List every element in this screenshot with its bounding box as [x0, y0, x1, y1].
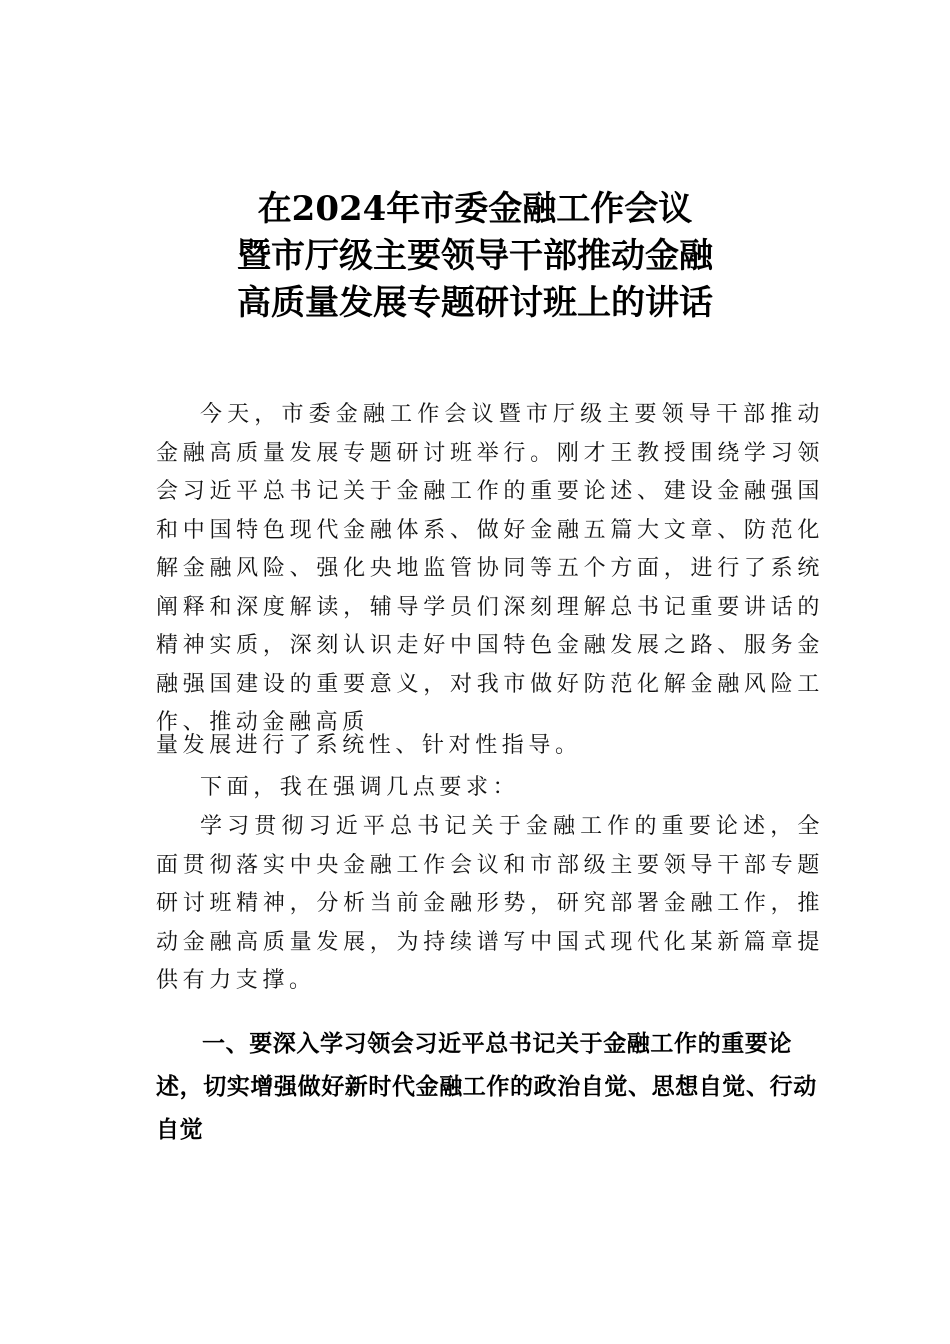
title-line-1: 在2024年市委金融工作会议 [257, 189, 693, 229]
document-title [0, 186, 950, 327]
title-line-2: 暨市厅级主要领导干部推动金融 [237, 236, 713, 276]
paragraph-transition: 下面，我在强调几点要求： [200, 775, 520, 800]
paragraph-opening: 今天，市委金融工作会议暨市厅级主要领导干部推动金融高质量发展专题研讨班举行。刚才王教授围绕学习领会习近平总书记关于金融工作的重要论述、建设金融强国和中国特色现代金融体系、做好金融五篇大文章、防范化解金融风险、强化央地监管协同等五个方面，进行了系统阐释和深度解读，辅导学员们深刻理解总书记重要讲话的精神实质，深刻认识走好中国特色金融发展之路、服务金融强国建设的重要意义，对我市做好防范化解金融风险工作、推动金融高质 [156, 402, 824, 735]
title-line-3: 高质量发展专题研讨班上的讲话 [237, 283, 713, 323]
paragraph-opening-tail: 量发展进行了系统性、针对性指导。 [156, 733, 582, 758]
section-heading-1: 一、要深入学习领会习近平总书记关于金融工作的重要论述，切实增强做好新时代金融工作的政治自觉、思想自觉、行动自觉 [156, 1031, 817, 1143]
paragraph-overview: 学习贯彻习近平总书记关于金融工作的重要论述，全面贯彻落实中央金融工作会议和市部级主要领导干部专题研讨班精神，分析当前金融形势，研究部署金融工作，推动金融高质量发展，为持续谱写中国式现代化某新篇章提供有力支撑。 [156, 814, 824, 993]
